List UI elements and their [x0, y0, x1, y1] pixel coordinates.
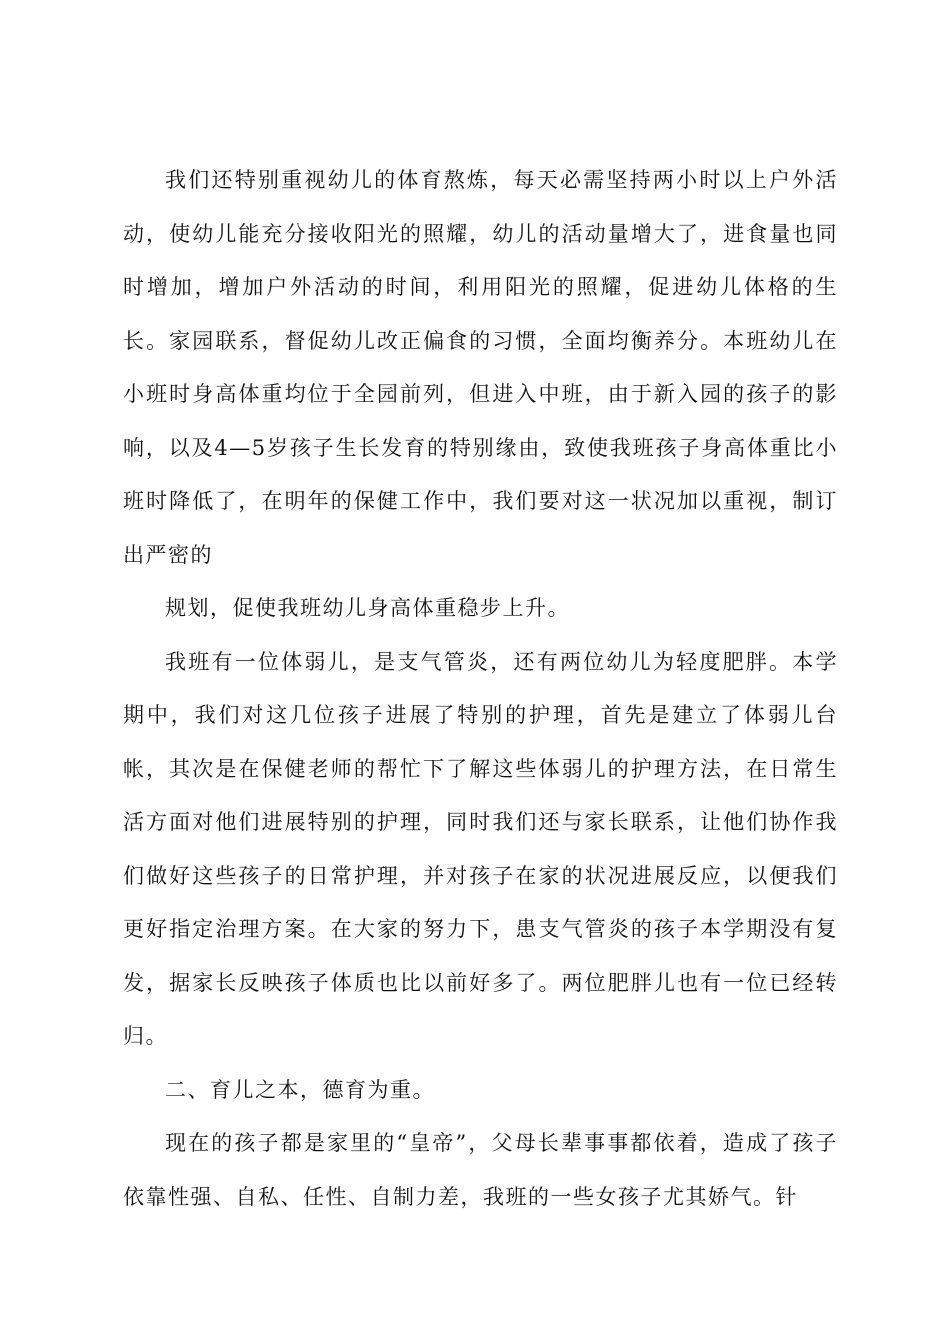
- paragraph-children-today: 现在的孩子都是家里的“皇帝”，父母长辈事事都依着，造成了孩子依靠性强、自私、任性、自制力差，我班的一些女孩子尤其娇气。针: [123, 1131, 838, 1209]
- section-heading-moral-education: 二、育儿之本，德育为重。: [165, 1077, 435, 1102]
- document-body: [123, 154, 838, 1224]
- paragraph-weak-children: 我班有一位体弱儿，是支气管炎，还有两位幼儿为轻度肥胖。本学期中，我们对这几位孩子进展了特别的护理，首先是建立了体弱儿台帐，其次是在保健老师的帮忙下了解这些体弱儿的护理方法，在日常生活方面对他们进展特别的护理，同时我们还与家长联系，让他们协作我们做好这些孩子的日常护理，并对孩子在家的状况进展反应，以便我们更好指定治理方案。在大家的努力下，患支气管炎的孩子本学期没有复发，据家长反映孩子体质也比以前好多了。两位肥胖儿也有一位已经转归。: [123, 649, 838, 1048]
- paragraph-physical-exercise: 我们还特别重视幼儿的体育熬炼，每天必需坚持两小时以上户外活动，使幼儿能充分接收阳光的照耀，幼儿的活动量增大了，进食量也同时增加，增加户外活动的时间，利用阳光的照耀，促进幼儿体格的生长。家园联系，督促幼儿改正偏食的习惯，全面均衡养分。本班幼儿在小班时身高体重均位于全园前列，但进入中班，由于新入园的孩子的影响，以及4—5岁孩子生长发育的特别缘由，致使我班孩子身高体重比小班时降低了，在明年的保健工作中，我们要对这一状况加以重视，制订出严密的: [123, 168, 838, 567]
- paragraph-plan: 规划，促使我班幼儿身高体重稳步上升。: [165, 596, 570, 620]
